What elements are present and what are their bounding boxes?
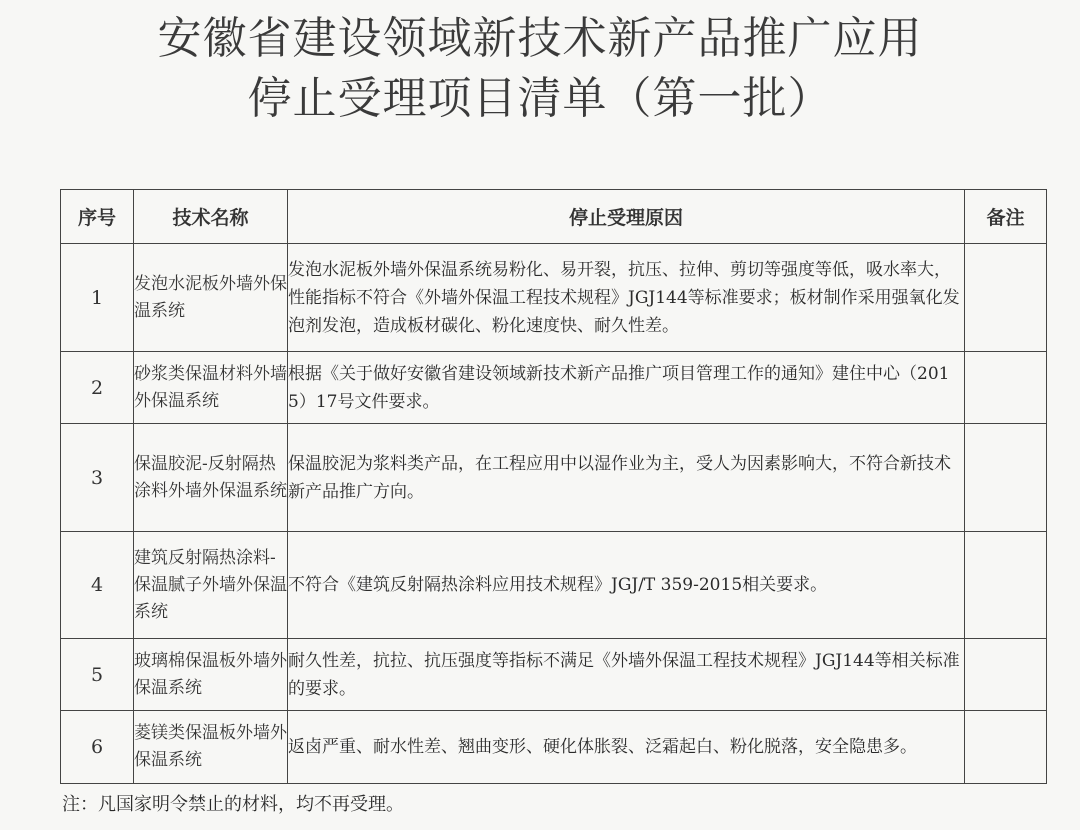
- row-seq: 6: [61, 711, 134, 784]
- table-row: [61, 352, 1047, 424]
- row-remark: [965, 352, 1047, 424]
- row-seq: 2: [61, 352, 134, 424]
- table-row: [61, 532, 1047, 639]
- table-row: [61, 711, 1047, 784]
- table-row: [61, 639, 1047, 711]
- document-title-line-1: 安徽省建设领域新技术新产品推广应用: [157, 13, 923, 64]
- row-seq: 1: [61, 244, 134, 352]
- row-technology-name: 菱镁类保温板外墙外保温系统: [134, 711, 288, 784]
- row-remark: [965, 244, 1047, 352]
- row-seq: 5: [61, 639, 134, 711]
- row-technology-name: 砂浆类保温材料外墙外保温系统: [134, 352, 288, 424]
- footnote: 注：凡国家明令禁止的材料，均不再受理。: [62, 794, 404, 815]
- row-reason: 保温胶泥为浆料类产品，在工程应用中以湿作业为主，受人为因素影响大，不符合新技术新产品推广方向。: [288, 424, 965, 532]
- row-reason: 根据《关于做好安徽省建设领域新技术新产品推广项目管理工作的通知》建住中心（2015）17号文件要求。: [288, 352, 965, 424]
- table-row: [61, 244, 1047, 352]
- row-seq: 4: [61, 532, 134, 639]
- header-remark: 备注: [965, 190, 1047, 244]
- row-reason: 返卤严重、耐水性差、翘曲变形、硬化体胀裂、泛霜起白、粉化脱落，安全隐患多。: [288, 711, 965, 784]
- row-remark: [965, 532, 1047, 639]
- row-technology-name: 发泡水泥板外墙外保温系统: [134, 244, 288, 352]
- stop-acceptance-table: [60, 189, 1047, 784]
- row-remark: [965, 711, 1047, 784]
- row-technology-name: 保温胶泥-反射隔热涂料外墙外保温系统: [134, 424, 288, 532]
- row-reason: 发泡水泥板外墙外保温系统易粉化、易开裂，抗压、拉伸、剪切等强度等低，吸水率大，性能指标不符合《外墙外保温工程技术规程》JGJ144等标准要求；板材制作采用强氧化发泡剂发泡，造成板材碳化、粉化速度快、耐久性差。: [288, 244, 965, 352]
- header-reason: 停止受理原因: [288, 190, 965, 244]
- row-technology-name: 玻璃棉保温板外墙外保温系统: [134, 639, 288, 711]
- row-seq: 3: [61, 424, 134, 532]
- row-remark: [965, 639, 1047, 711]
- header-seq: 序号: [61, 190, 134, 244]
- row-reason: 不符合《建筑反射隔热涂料应用技术规程》JGJ/T 359-2015相关要求。: [288, 532, 965, 639]
- header-name: 技术名称: [134, 190, 288, 244]
- row-remark: [965, 424, 1047, 532]
- table-header-row: [61, 190, 1047, 244]
- row-technology-name: 建筑反射隔热涂料-保温腻子外墙外保温系统: [134, 532, 288, 639]
- table-row: [61, 424, 1047, 532]
- document-title-line-2: 停止受理项目清单（第一批）: [247, 73, 833, 124]
- row-reason: 耐久性差，抗拉、抗压强度等指标不满足《外墙外保温工程技术规程》JGJ144等相关标准的要求。: [288, 639, 965, 711]
